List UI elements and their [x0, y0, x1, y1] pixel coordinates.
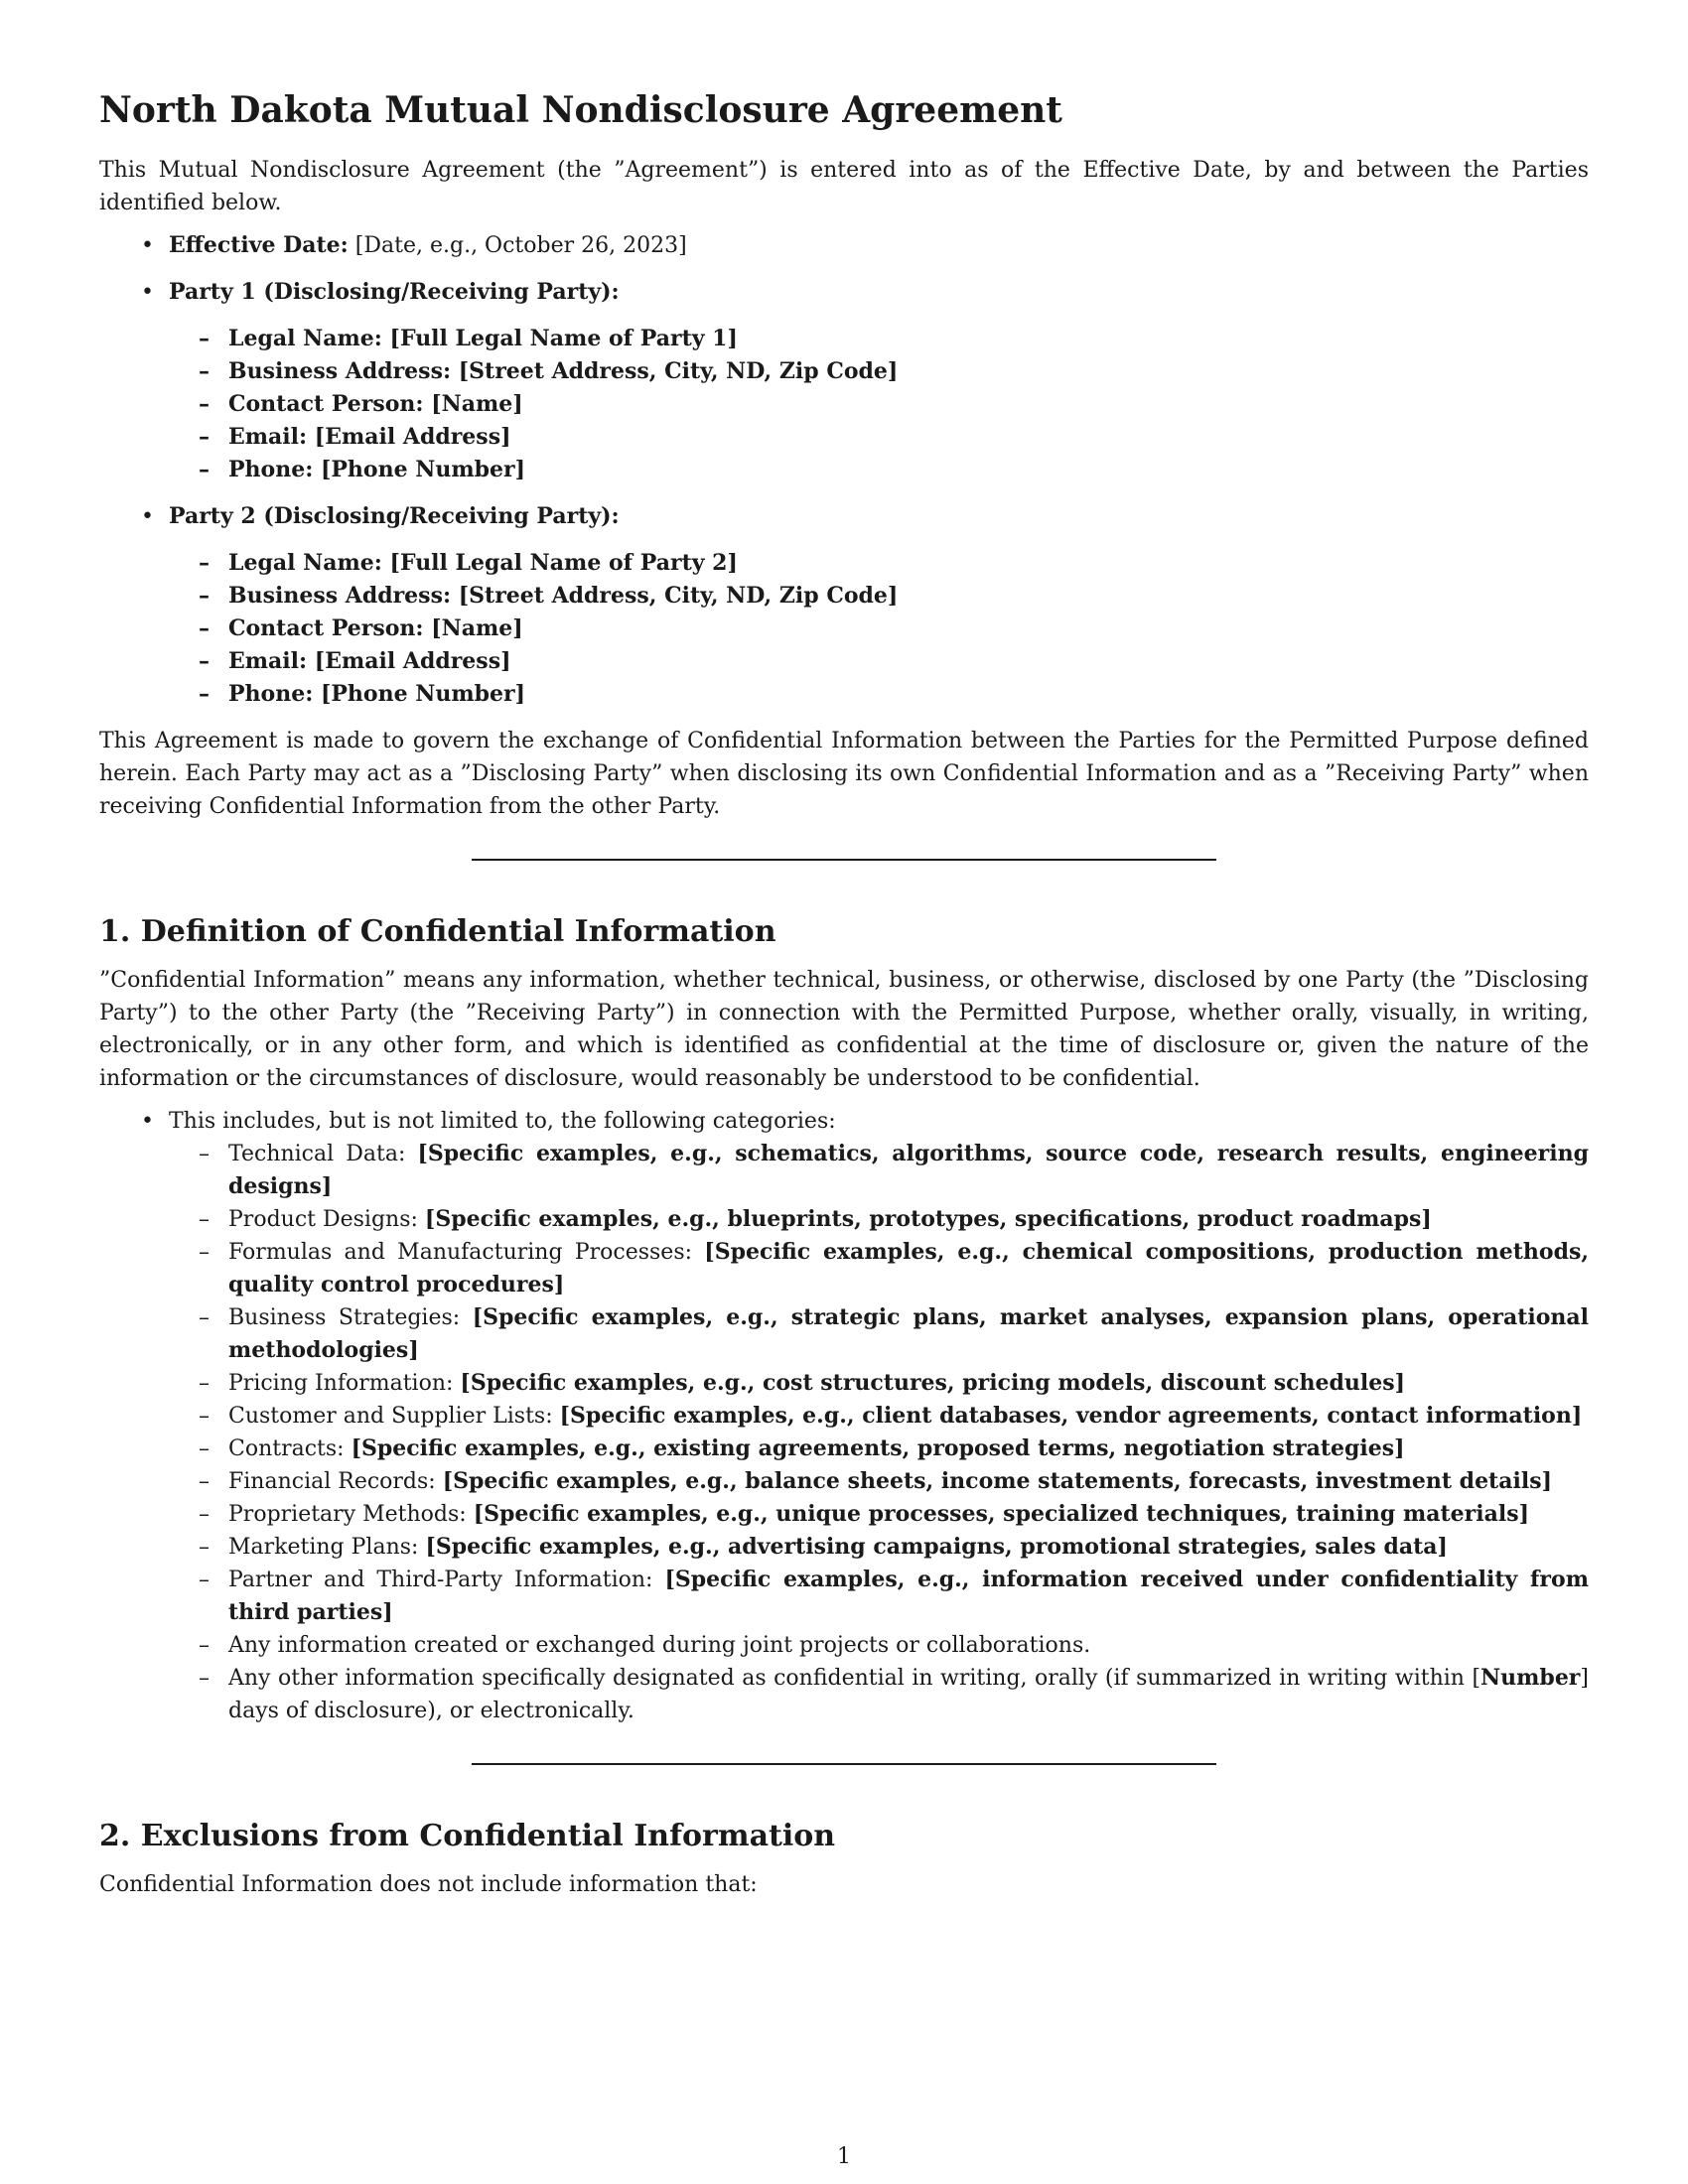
category-label: Product Designs: — [228, 1207, 425, 1233]
party1-phone — [228, 454, 1589, 486]
field-label: Email: — [228, 648, 315, 675]
section1-paragraph: ”Confidential Information” means any information, whether technical, business, or otherwise, disclosed by one Party (the ”Disclosing Party”) to the other Party (the ”Receiving Party”) in connection with the Permitted Purpose, whether orally, visually, in writing, electronically, or in any other form, and which is identified as confidential at the time of disclosure or, given the nature of the information or the circumstances of disclosure, would reasonably be understood to be confidential. — [99, 968, 1589, 1092]
category-item — [228, 1531, 1589, 1564]
party1-heading: Party 1 (Disclosing/Receiving Party): — [169, 279, 620, 306]
category-label: Business Strategies: — [228, 1305, 473, 1331]
category-detail: [Specific examples, e.g., blueprints, prototypes, specifications, product roadmaps] — [424, 1206, 1432, 1233]
category-item — [228, 1138, 1589, 1203]
party2-contact-person — [228, 613, 1589, 645]
category-label: Technical Data: — [228, 1142, 418, 1167]
party1-fields — [169, 323, 1589, 486]
party1-business-address — [228, 355, 1589, 388]
field-value: [Street Address, City, ND, Zip Code] — [458, 583, 899, 610]
effective-date-item — [169, 229, 1589, 262]
category-detail: [Specific examples, e.g., advertising campaigns, promotional strategies, sales data] — [425, 1534, 1448, 1561]
field-value: [Phone Number] — [320, 457, 526, 483]
party1-email — [228, 421, 1589, 454]
other-info-item — [228, 1662, 1589, 1727]
category-detail: [Specific examples, e.g., cost structures, pricing models, discount schedules] — [460, 1370, 1406, 1397]
category-label: Partner and Third-Party Information: — [228, 1568, 665, 1593]
category-label: Customer and Supplier Lists: — [228, 1404, 560, 1430]
category-detail: [Specific examples, e.g., schematics, algorithms, source code, research results, engineering designs] — [228, 1141, 1590, 1200]
party2-heading: Party 2 (Disclosing/Receiving Party): — [169, 503, 620, 530]
field-value: [Email Address] — [314, 648, 511, 675]
section-divider — [472, 1763, 1216, 1765]
field-label: Phone: — [228, 681, 321, 708]
category-detail: [Specific examples, e.g., strategic plans, market analyses, expansion plans, operational methodologies] — [228, 1304, 1589, 1364]
category-detail: [Specific examples, e.g., existing agreements, proposed terms, negotiation strategies] — [351, 1435, 1405, 1462]
party2-legal-name — [228, 547, 1589, 580]
field-label: Legal Name: — [228, 550, 390, 577]
category-item — [228, 1564, 1589, 1629]
field-value: [Full Legal Name of Party 2] — [389, 550, 738, 577]
joint-projects-item: – Any information created or exchanged during joint projects or collaborations. — [228, 1629, 1589, 1662]
effective-date-label: Effective Date: — [169, 232, 349, 259]
category-detail: [Specific examples, e.g., client databases, vendor agreements, contact information] — [559, 1403, 1583, 1430]
section2-heading: 2. Exclusions from Confidential Information — [99, 1819, 836, 1854]
category-detail: [Specific examples, e.g., unique processes, specialized techniques, training materials] — [473, 1501, 1529, 1528]
category-detail: [Specific examples, e.g., chemical compositions, production methods, quality control procedures] — [228, 1239, 1589, 1298]
purpose-paragraph: This Agreement is made to govern the exchange of Confidential Information between the Parties for the Permitted Purpose defined herein. Each Party may act as a ”Disclosing Party” when disclosing its own Confidential Information and as a ”Receiving Party” when receiving Confidential Information from the other Party. — [99, 729, 1589, 820]
category-label: Proprietary Methods: — [228, 1502, 474, 1528]
categories-intro: This includes, but is not limited to, the following categories: — [169, 1109, 836, 1135]
effective-date-value: [Date, e.g., October 26, 2023] — [348, 233, 687, 259]
party1-item — [169, 276, 1589, 486]
party2-item — [169, 500, 1589, 711]
party2-business-address — [228, 580, 1589, 613]
field-value: [Name] — [431, 391, 523, 418]
party2-phone — [228, 678, 1589, 711]
field-label: Phone: — [228, 457, 321, 483]
category-item — [228, 1498, 1589, 1531]
categories-item — [169, 1105, 1589, 1727]
section-divider — [472, 859, 1216, 861]
category-item — [228, 1301, 1589, 1367]
categories-list — [169, 1138, 1589, 1727]
field-value: [Email Address] — [314, 424, 511, 451]
category-label: Marketing Plans: — [228, 1535, 426, 1561]
party1-contact-person — [228, 388, 1589, 421]
field-label: Contact Person: — [228, 391, 432, 418]
category-label: Financial Records: — [228, 1469, 443, 1495]
category-item — [228, 1236, 1589, 1301]
category-detail: [Specific examples, e.g., balance sheets, income statements, forecasts, investment details] — [442, 1468, 1552, 1495]
document-title: North Dakota Mutual Nondisclosure Agreement — [99, 89, 1062, 131]
field-label: Contact Person: — [228, 615, 432, 642]
field-value: [Phone Number] — [320, 681, 526, 708]
section1-list — [99, 1105, 1589, 1727]
category-item — [228, 1465, 1589, 1498]
category-item — [228, 1203, 1589, 1236]
category-detail: [Specific examples, e.g., information received under confidentiality from third parties] — [228, 1567, 1589, 1626]
intro-paragraph: This Mutual Nondisclosure Agreement (the ”Agreement”) is entered into as of the Effective Date, by and between the Parties identified below. — [99, 158, 1589, 216]
days-number-placeholder: Number — [1480, 1665, 1581, 1692]
field-label: Legal Name: — [228, 326, 390, 352]
category-item — [228, 1433, 1589, 1465]
field-value: [Full Legal Name of Party 1] — [389, 326, 738, 352]
field-label: Business Address: — [228, 583, 459, 610]
page-number: 1 — [837, 2144, 851, 2169]
category-label: Formulas and Manufacturing Processes: — [228, 1240, 705, 1266]
field-value: [Street Address, City, ND, Zip Code] — [458, 358, 899, 385]
category-item — [228, 1367, 1589, 1400]
section2-paragraph: Confidential Information does not include information that: — [99, 1872, 758, 1898]
field-label: Business Address: — [228, 358, 459, 385]
category-label: Pricing Information: — [228, 1371, 461, 1397]
party2-email — [228, 645, 1589, 678]
party2-fields — [169, 547, 1589, 711]
other-info-text: Any other information specifically designated as confidential in writing, orally (if summarized in writing within [ — [228, 1666, 1481, 1692]
category-label: Contracts: — [228, 1436, 352, 1462]
party1-legal-name — [228, 323, 1589, 355]
section1-heading: 1. Definition of Confidential Information — [99, 914, 776, 950]
category-item — [228, 1400, 1589, 1433]
field-value: [Name] — [431, 615, 523, 642]
other-info-text-end: ] days of disclosure), or electronically. — [228, 1666, 1589, 1724]
field-label: Email: — [228, 424, 315, 451]
document-page — [99, 89, 1589, 1911]
parties-list — [99, 229, 1589, 711]
